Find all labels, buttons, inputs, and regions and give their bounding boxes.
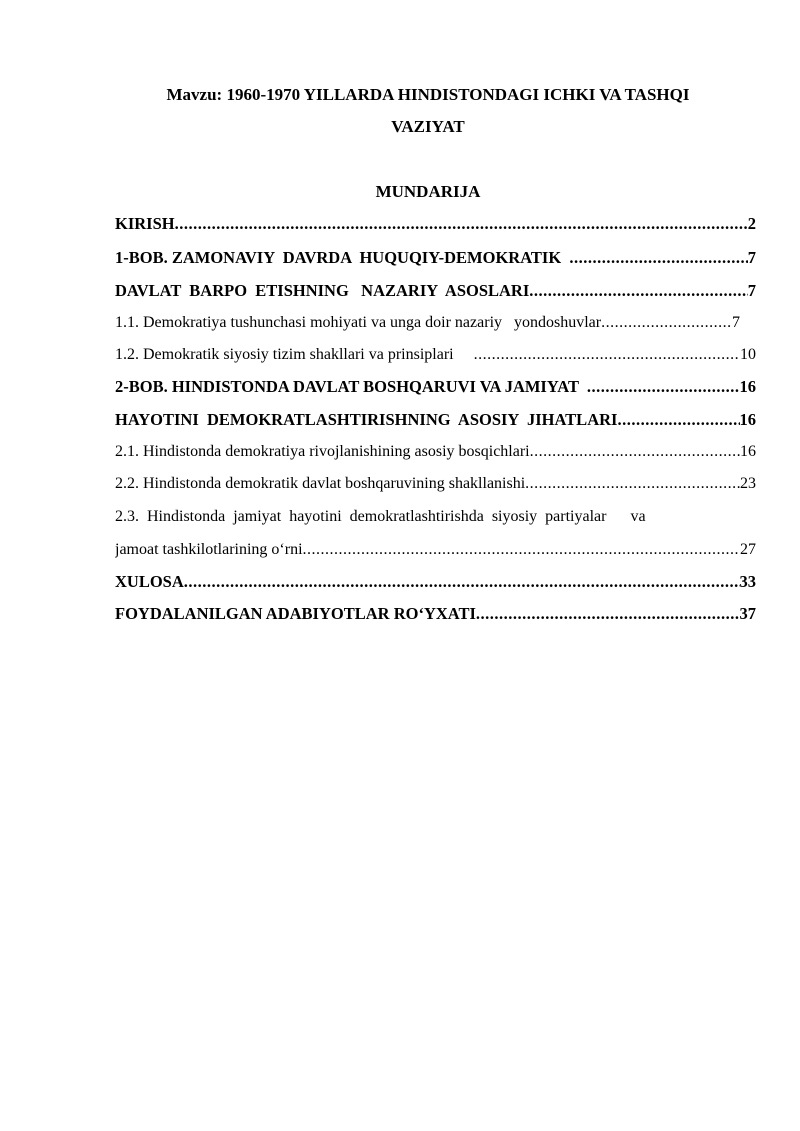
toc-page-number: 7	[747, 248, 756, 267]
toc-entry-1-1[interactable]	[115, 308, 756, 338]
toc-entry-text: 2.1. Hindistonda demokratiya rivojlanishining asosiy bosqichlari	[115, 443, 530, 460]
toc-entry-2-1[interactable]	[115, 437, 756, 467]
document-title-line1: Mavzu: 1960-1970 YILLARDA HINDISTONDAGI ICHKI VA TASHQI	[166, 85, 690, 104]
toc-entry-text: 2.3. Hindistonda jamiyat hayotini demokratlashtirishda siyosiy partiyalar va	[115, 508, 646, 525]
toc-entry-text: DAVLAT BARPO ETISHNING NAZARIY ASOSLARI	[115, 281, 530, 300]
toc-page-number: 7	[747, 281, 756, 300]
toc-heading: MUNDARIJA	[375, 182, 481, 201]
toc-leader	[601, 308, 732, 338]
toc-entry-text: XULOSA	[115, 572, 184, 591]
toc-page-number: 23	[740, 475, 756, 492]
toc-leader	[175, 209, 748, 239]
toc-entry-text: KIRISH	[115, 214, 175, 233]
toc-page-number: 33	[739, 572, 756, 591]
toc-entry-2-3[interactable]	[115, 502, 756, 532]
toc-leader	[474, 340, 740, 370]
toc-leader	[617, 405, 739, 435]
toc-page-number: 27	[740, 541, 756, 558]
toc-entry-xulosa[interactable]	[115, 567, 756, 597]
toc-page-number: 16	[740, 443, 756, 460]
toc-leader	[525, 469, 740, 499]
toc-page-number: 10	[740, 346, 756, 363]
toc-entry-kirish[interactable]	[115, 209, 756, 239]
toc-entry-text: 1-BOB. ZAMONAVIY DAVRDA HUQUQIY-DEMOKRATIK	[115, 248, 570, 267]
toc-page-number: 16	[739, 377, 756, 396]
toc-entry-chapter-1[interactable]	[115, 243, 756, 273]
toc-leader	[184, 567, 740, 597]
toc-entry-text: jamoat tashkilotlarining o‘rni	[115, 541, 303, 558]
toc-leader	[476, 599, 740, 629]
toc-entry-text: HAYOTINI DEMOKRATLASHTIRISHNING ASOSIY JIHATLARI	[115, 410, 618, 429]
toc-entry-text: 1.2. Demokratik siyosiy tizim shakllari va prinsiplari	[115, 346, 474, 363]
toc-leader	[529, 276, 747, 306]
toc-entry-references[interactable]	[115, 599, 756, 629]
toc-entry-2-2[interactable]	[115, 469, 756, 499]
toc-entry-text: 2-BOB. HINDISTONDA DAVLAT BOSHQARUVI VA JAMIYAT	[115, 377, 587, 396]
toc-entry-text: 2.2. Hindistonda demokratik davlat boshqaruvining shakllanishi	[115, 475, 526, 492]
toc-entry-1-2[interactable]	[115, 340, 756, 370]
toc-entry-text: 1.1. Demokratiya tushunchasi mohiyati va unga doir nazariy yondoshuvlar	[115, 314, 602, 331]
toc-entry-chapter-2[interactable]	[115, 372, 756, 402]
toc-leader	[530, 437, 740, 467]
toc-entry-chapter-2-cont[interactable]	[115, 405, 756, 435]
toc-entry-chapter-1-cont[interactable]	[115, 276, 756, 306]
document-title-line2: VAZIYAT	[391, 117, 465, 136]
toc-leader	[303, 535, 740, 565]
toc-leader	[569, 243, 747, 273]
toc-page-number: 2	[747, 214, 756, 233]
toc-page-number: 37	[739, 604, 756, 623]
toc-page-number: 16	[739, 410, 756, 429]
toc-entry-text: FOYDALANILGAN ADABIYOTLAR RO‘YXATI	[115, 604, 476, 623]
toc-leader	[587, 372, 740, 402]
toc-page-number: 7	[732, 314, 740, 331]
toc-entry-2-3-cont[interactable]	[115, 535, 756, 565]
